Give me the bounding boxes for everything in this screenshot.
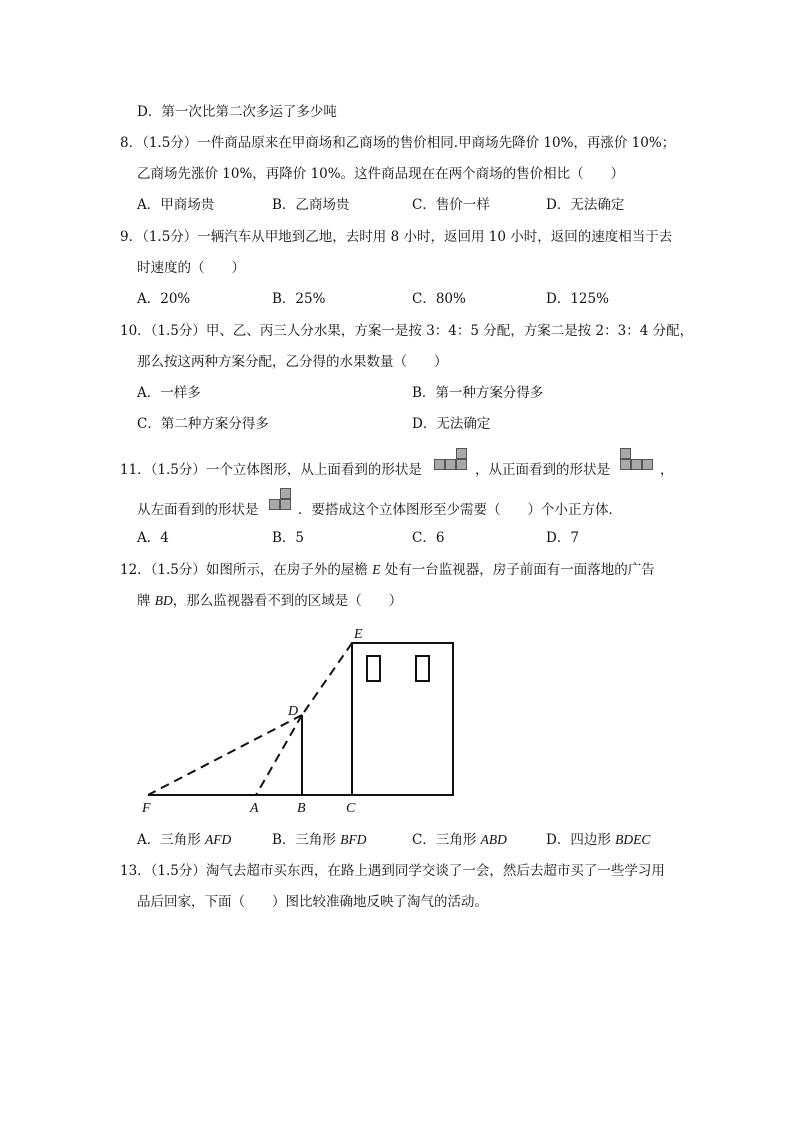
label-b: B	[297, 801, 306, 816]
q12-option-b-name: BFD	[340, 832, 367, 847]
label-d: D	[288, 704, 299, 719]
q12-stem-text-1: 12．（1.5分）如图所示，在房子外的屋檐	[120, 562, 373, 578]
q11-stem-line2-part2: ．要搭成这个立体图形至少需要（ ）个小正方体．	[298, 502, 622, 518]
left-view-figure	[269, 488, 292, 510]
q11-stem-line1-part2: ，从正面看到的形状是	[475, 462, 610, 478]
q12-option-c-prefix: C．三角形	[412, 832, 481, 848]
q12-option-a-name: AFD	[205, 832, 232, 847]
q8-option-b: B．乙商场贵	[272, 197, 350, 213]
q10-option-c: C．第二种方案分得多	[137, 416, 269, 432]
q8-option-a: A．甲商场贵	[137, 197, 215, 213]
sight-line-ed	[302, 643, 352, 715]
q13-stem-line2: 品后回家，下面（ ）图比较准确地反映了淘气的活动。	[137, 894, 488, 910]
q12-option-d-name: BDEC	[615, 832, 651, 847]
q11-stem-line2-part1: 从左面看到的形状是	[137, 502, 259, 518]
q8-stem-line1: 8．（1.5分）一件商品原来在甲商场和乙商场的售价相同.甲商场先降价 10%，再涨价 10%；	[120, 135, 676, 151]
q12-option-d	[546, 831, 650, 849]
q12-option-a-prefix: A．三角形	[137, 832, 206, 848]
q12-option-d-prefix: D．四边形	[546, 832, 616, 848]
q11-stem-line1-part3: ，	[660, 462, 674, 478]
q12-option-b	[272, 831, 366, 849]
q12-option-c-name: ABD	[480, 832, 507, 847]
q11-stem-line1-part1: 11．（1.5分）一个立体图形，从上面看到的形状是	[120, 462, 422, 478]
q7-option-d: D．第一次比第二次多运了多少吨	[137, 104, 337, 120]
q12-segment-bd-ref: BD	[154, 593, 173, 608]
q8-option-c: C．售价一样	[412, 197, 490, 213]
house-window-right	[416, 656, 429, 681]
q8-option-d: D．无法确定	[546, 197, 625, 213]
sight-line-da	[256, 715, 302, 795]
q12-point-e-ref: E	[372, 562, 381, 577]
q9-option-b: B．25%	[272, 291, 326, 307]
q10-option-a: A．一样多	[137, 385, 201, 401]
q12-stem-text-4: ，那么监视器看不到的区域是（ ）	[172, 593, 403, 609]
q9-stem-line2: 时速度的（ ）	[137, 260, 245, 276]
q9-option-a: A．20%	[137, 291, 191, 307]
q11-option-a: A．4	[137, 530, 169, 546]
label-c: C	[346, 801, 356, 816]
q12-stem-text-3: 牌	[137, 593, 155, 609]
q12-stem-text-2: 处有一台监视器，房子前面有一面落地的广告	[380, 562, 655, 578]
front-view-figure	[620, 448, 654, 470]
house-window-left	[367, 656, 380, 681]
q12-option-a	[137, 831, 231, 849]
q9-stem-line1: 9．（1.5分）一辆汽车从甲地到乙地，去时用 8 小时，返回用 10 小时，返回的速度相当于去	[120, 229, 673, 245]
q12-option-c	[412, 831, 507, 849]
q9-option-d: D．125%	[546, 291, 609, 307]
q9-option-c: C．80%	[412, 291, 466, 307]
q12-stem-line2	[137, 592, 402, 610]
label-f: F	[142, 801, 151, 816]
q11-option-c: C．6	[412, 530, 445, 546]
q10-option-b: B．第一种方案分得多	[412, 385, 544, 401]
q10-option-d: D．无法确定	[412, 416, 491, 432]
q8-stem-line2: 乙商场先涨价 10%，再降价 10%。这件商品现在在两个商场的售价相比（ ）	[137, 166, 625, 182]
q12-geometry-figure	[140, 620, 470, 820]
q10-stem-line1: 10．（1.5分）甲、乙、丙三人分水果，方案一是按 3：4：5 分配，方案二是按 2：3：4 分配，	[120, 323, 694, 339]
q11-option-b: B．5	[272, 530, 305, 546]
top-view-figure	[434, 448, 468, 470]
q13-stem-line1: 13．（1.5分）淘气去超市买东西，在路上遇到同学交谈了一会，然后去超市买了一些学习用	[120, 863, 665, 879]
label-a: A	[250, 801, 259, 816]
q11-option-d: D．7	[546, 530, 579, 546]
label-e: E	[354, 627, 363, 642]
q12-option-b-prefix: B．三角形	[272, 832, 341, 848]
q10-stem-line2: 那么按这两种方案分配，乙分得的水果数量（ ）	[137, 354, 448, 370]
q12-stem-line1	[120, 561, 655, 579]
